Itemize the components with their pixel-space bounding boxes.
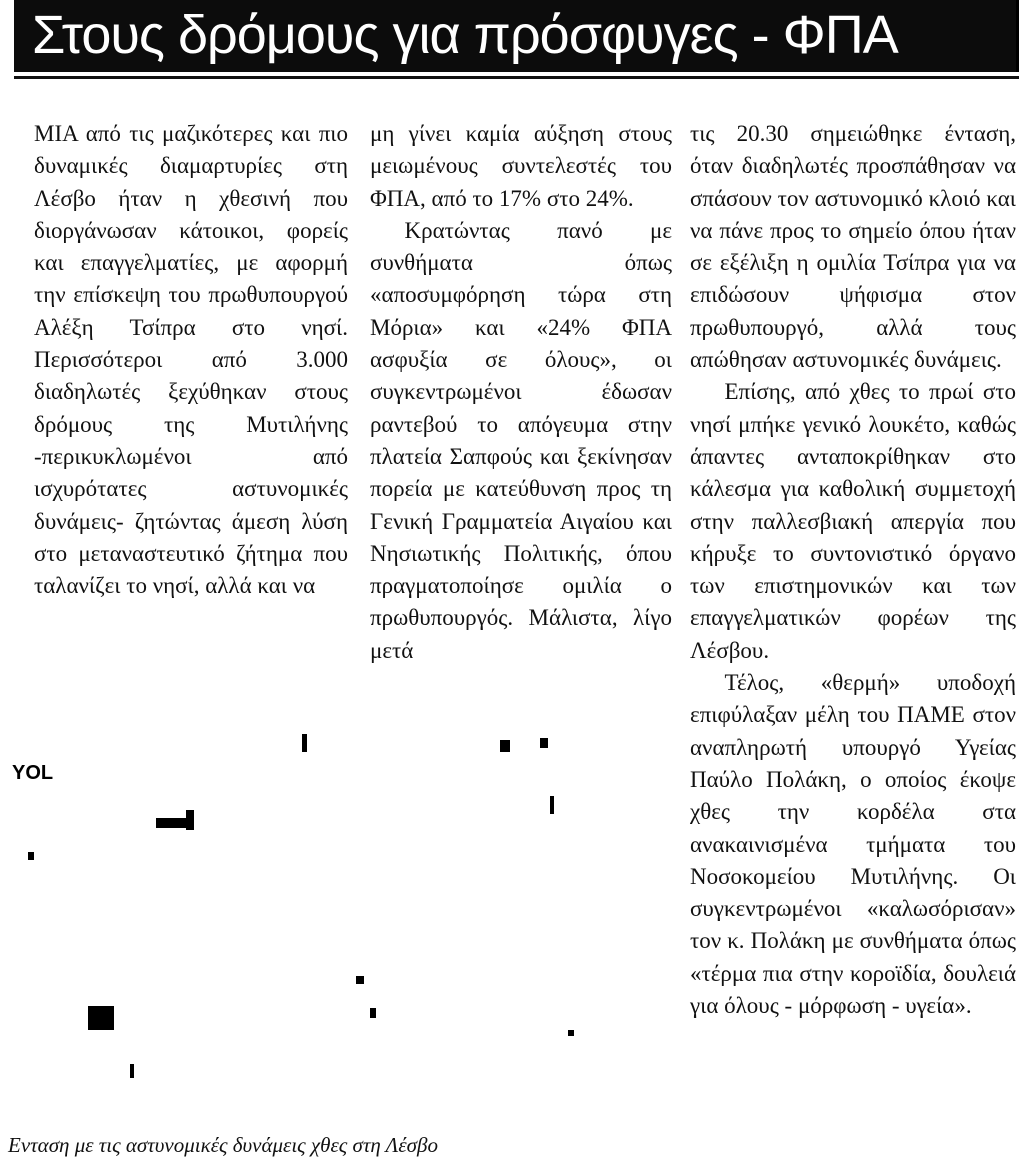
paragraph: τις 20.30 σημειώθηκε ένταση, όταν διαδηλωτές προσπάθησαν να σπάσουν τον αστυνομικό κλοιό και να πάνε προς το σημείο όπου ήταν σε εξέλιξη η ομιλία Τσίπρα για να επιδώσουν ψήφισμα στον πρωθυπουργό, αλλά τους απώθησαν αστυνομικές δυνάμεις.	[690, 121, 1016, 373]
paragraph: μη γίνει καμία αύξηση στους μειωμένους συντελεστές του ΦΠΑ, από το 17% στο 24%.	[370, 121, 672, 211]
paragraph: Κρατώντας πανό με συνθήματα όπως «αποσυμφόρηση τώρα στη Μόρια» και «24% ΦΠΑ ασφυξία σε όλους», οι συγκεντρωμένοι έδωσαν ραντεβού το απόγευμα στην πλατεία Σαπφούς και ξεκίνησαν πορεία με κατεύθυνση προς τη Γενική Γραμματεία Αιγαίου και Νησιωτικής Πολιτικής, όπου πραγματοποίησε ομιλία ο πρωθυπουργός. Μάλιστα, λίγο μετά	[370, 217, 672, 663]
photo-speck	[568, 1030, 574, 1036]
headline-rule	[14, 76, 1019, 79]
photo-speck	[302, 734, 307, 752]
paragraph: Επίσης, από χθες το πρωί στο νησί μπήκε γενικό λουκέτο, καθώς άπαντες ανταποκρίθηκαν στο κάλεσμα για καθολική συμμετοχή στην παλλεσβιακή απεργία που κήρυξε το συντονιστικό όργανο των επιστημονικών και των επαγγελματικών φορέων της Λέσβου.	[690, 379, 1016, 663]
paragraph: ΜΙΑ από τις μαζικότερες και πιο δυναμικές διαμαρτυρίες στη Λέσβο ήταν η χθεσινή που διοργάνωσαν κάτοικοι, φορείς και επαγγελματίες, με αφορμή την επίσκεψη του πρωθυπουργού Αλέξη Τσίπρα στο νησί. Περισσότεροι από 3.000 διαδηλωτές ξεχύθηκαν στους δρόμους της Μυτιλήνης -περικυκλωμένοι από ισχυρότατες αστυνομικές δυνάμεις- ζητώντας άμεση λύση στο μεταναστευτικό ζήτημα που ταλανίζει το νησί, αλλά και να	[34, 121, 348, 599]
photo-caption: Ενταση με τις αστυνομικές δυνάμεις χθες στη Λέσβο	[8, 1133, 438, 1157]
article-column-3	[690, 118, 1016, 1022]
article-column-2	[370, 118, 672, 667]
headline: Στους δρόμους για πρόσφυγες - ΦΠΑ	[32, 5, 898, 65]
photo-speck	[130, 1064, 134, 1078]
news-photo	[0, 670, 668, 1128]
photo-speck	[88, 1006, 114, 1030]
article-column-1	[34, 118, 348, 602]
photo-speck	[500, 740, 510, 752]
photo-speck	[540, 738, 548, 748]
photo-speck	[156, 818, 190, 828]
headline-banner	[14, 0, 1019, 72]
photo-speck	[28, 852, 34, 860]
photo-speck	[370, 1008, 376, 1018]
paragraph: Τέλος, «θερμή» υποδοχή επιφύλαξαν μέλη του ΠΑΜΕ στον αναπληρωτή υπουργό Υγείας Παύλο Πολάκη, ο οποίος έκοψε χθες την κορδέλα στα ανακαινισμένα τμήματα του Νοσοκομείου Μυτιλήνης. Οι συγκεντρωμένοι «καλωσόρισαν» τον κ. Πολάκη με συνθήματα όπως «τέρμα πια στην κοροϊδία, δουλειά για όλους - μόρφωση - υγεία».	[690, 670, 1016, 1019]
photo-speck	[186, 810, 194, 830]
photo-sign-text: YOL	[12, 762, 54, 784]
photo-speck	[356, 976, 364, 984]
photo-speck	[550, 796, 554, 814]
